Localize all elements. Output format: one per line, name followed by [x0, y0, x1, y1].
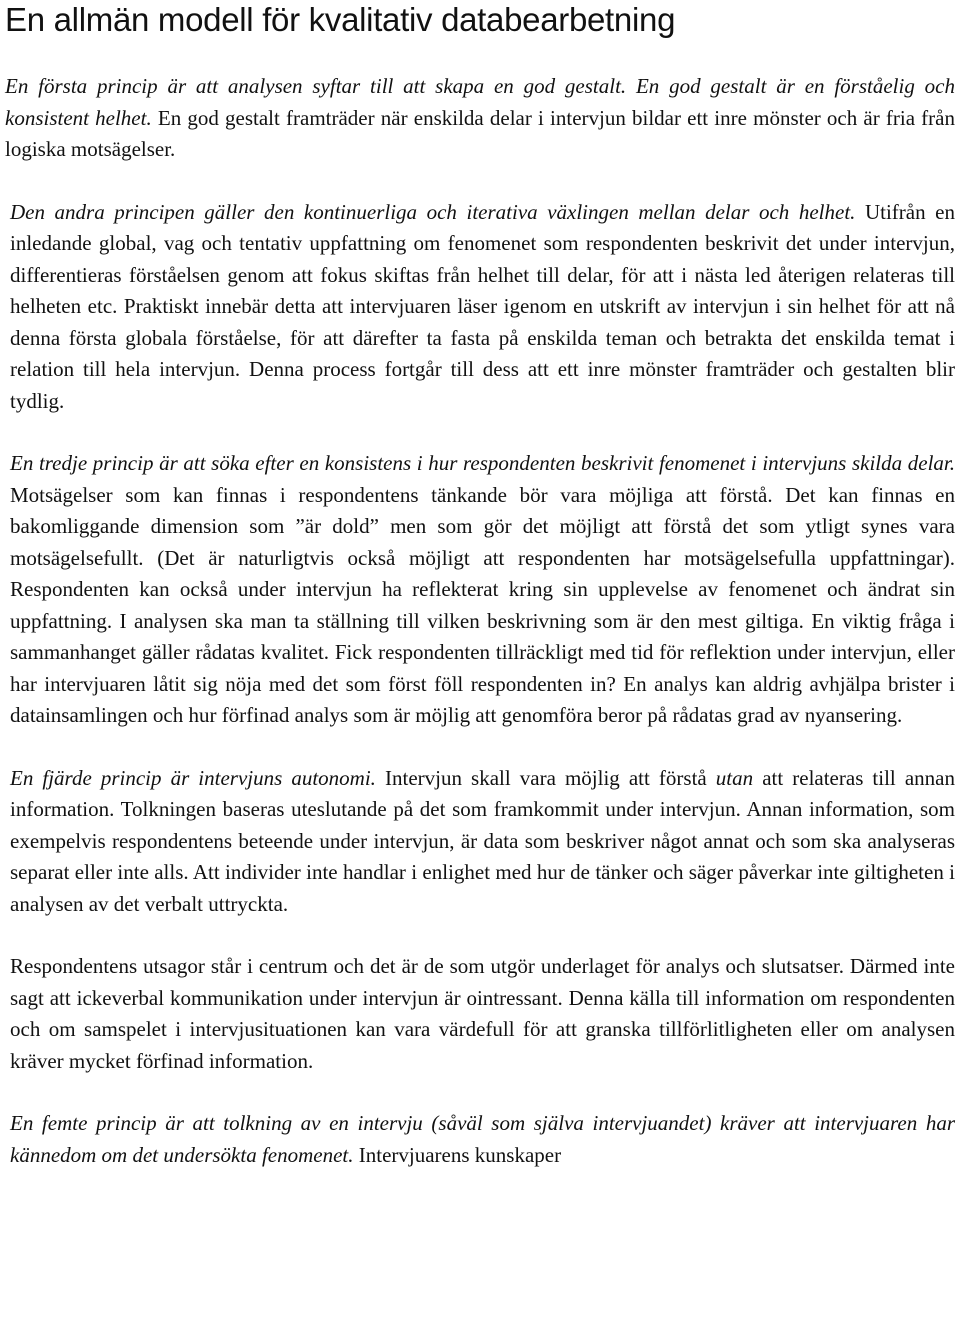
paragraph-respondent-statements [5, 951, 955, 1077]
paragraph-body: Utifrån en inledande global, vag och tentativ uppfattning om fenomenet som respondenten beskrivit det under intervjun, differentieras förståelsen genom att fokus skiftas från helhet till delar, för att i nästa led återigen relateras till helheten etc. Praktiskt innebär detta att intervjuaren läser igenom en utskrift av intervjun i sin helhet för att nå denna första globala förståelse, för att därefter ta fasta på enskilda teman och betrakta det enskilda temat i relation till hela intervjun. Denna process fortgår till dess att ett inre mönster framträder och gestalten blir tydlig. [10, 199, 955, 413]
document-page [5, 0, 955, 1171]
paragraph-body: att relateras till annan information. Tolkningen baseras uteslutande på det som framkommit under intervjun. Annan information, som exempelvis respondentens beteende under intervjun, är data som beskriver något annat och som ska analyseras separat eller inte alls. Att individer inte handlar i enlighet med hur de tänker och säger påverkar inte giltigheten i analysen av det verbalt uttryckta. [10, 765, 955, 916]
paragraph-lead: En första princip är att analysen syftar till att skapa en god gestalt. En god gestalt är en förståelig och konsistent helhet. [5, 74, 955, 130]
paragraph-third-principle [5, 448, 955, 732]
paragraph-lead: Den andra principen gäller den kontinuerliga och iterativa växlingen mellan delar och helhet. [10, 199, 856, 224]
paragraph-body: Respondentens utsagor står i centrum och det är de som utgör underlaget för analys och slutsatser. Därmed inte sagt att ickeverbal kommunikation under intervjun är ointressant. Denna källa till information om respondenten och om samspelet i intervjusituationen kan vara värdefull för att granska tillförlitligheten eller om analysen kräver mycket förfinad information. [10, 954, 955, 1073]
paragraph-lead: En femte princip är att tolkning av en intervju (såväl som själva intervjuandet) kräver att intervjuaren har kännedom om det undersökta fenomenet. [10, 1111, 955, 1167]
paragraph-emphasis: utan [715, 765, 754, 790]
page-title: En allmän modell för kvalitativ databearbetning [5, 1, 676, 38]
paragraph-body: Intervjun skall vara möjlig att förstå [375, 765, 716, 790]
paragraph-body: Motsägelser som kan finnas i respondentens tänkande bör vara möjliga att förstå. Det kan finnas en bakomliggande dimension som ”är dold” men som gör det möjligt att förstå det som ytligt synes vara motsägelsefullt. (Det är naturligtvis också möjligt att respondenten har motsägelsefulla uppfattningar). Respondenten kan också under intervjun ha reflekterat kring sin upplevelse av fenomenet och ändrat sin uppfattning. I analysen ska man ta ställning till vilken beskrivning som är den mest giltiga. En viktig fråga i sammanhanget gäller rådatas kvalitet. Fick respondenten tillräckligt med tid för reflektion under intervjun, eller har intervjuaren låtit sig nöja med det som först föll respondenten in? En analys kan aldrig avhjälpa brister i datainsamlingen och hur förfinad analys som är möjlig att genomföra beror på rådatas grad av nyansering. [10, 482, 955, 727]
paragraph-fifth-principle [5, 1108, 955, 1171]
paragraph-body: Intervjuarens kunskaper [353, 1142, 562, 1167]
paragraph-body: En god gestalt framträder när enskilda delar i intervjun bildar ett inre mönster och är fria från logiska motsägelser. [5, 105, 955, 161]
paragraph-fourth-principle [5, 763, 955, 921]
paragraph-lead: En fjärde princip är intervjuns autonomi. [10, 765, 376, 790]
paragraph-second-principle [5, 197, 955, 418]
paragraph-first-principle [5, 71, 955, 166]
paragraph-lead: En tredje princip är att söka efter en konsistens i hur respondenten beskrivit fenomenet i intervjuns skilda delar. [10, 451, 955, 475]
